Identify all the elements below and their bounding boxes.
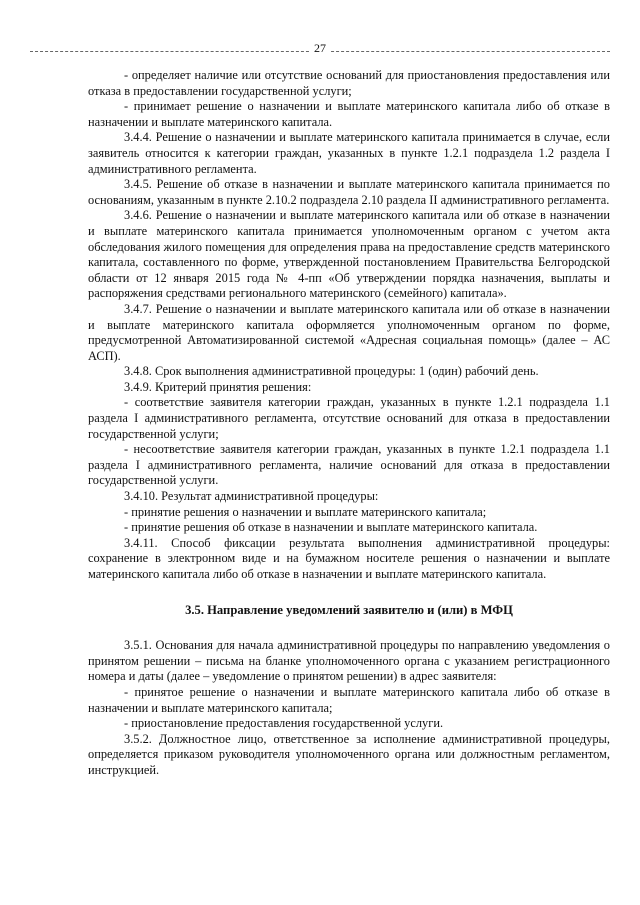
paragraph: 3.4.11. Способ фиксации результата выполнения административной процедуры: сохранение в электронном виде и на бумажном носителе решения о назначении и выплате материнского капитала либо об отказе в назначении и выплате материнского капитала. — [88, 535, 610, 581]
paragraph: 3.4.4. Решение о назначении и выплате материнского капитала принимается в случае, если заявитель относится к категории граждан, указанных в пункте 1.2.1 подраздела 1.2 раздела I административного регламента. — [88, 130, 610, 176]
paragraph: 3.4.6. Решение о назначении и выплате материнского капитала или об отказе в назначении и выплате материнского капитала принимается уполномоченным органом с учетом акта обследования жилого помещения для определения права на предоставление средств материнского капитала, составленного по форме, утвержденной постановлением Правительства Белгородской области от 12 января 2015 года № 4-пп «Об утверждении порядка назначения, выплаты и распоряжения средствами регионального материнского (семейного) капитала». — [88, 208, 610, 301]
paragraph: 3.4.9. Критерий принятия решения: — [124, 379, 312, 394]
paragraph: - соответствие заявителя категории граждан, указанных в пункте 1.2.1 подраздела 1.1 раздела I административного регламента, отсутствие оснований для отказа в предоставлении государственной услуги; — [88, 395, 610, 441]
page-number — [0, 41, 640, 56]
paragraph: 3.4.5. Решение об отказе в назначении и выплате материнского капитала принимается по основаниям, указанным в пункте 2.10.2 подраздела 2.10 раздела II административного регламента. — [88, 177, 610, 207]
paragraph: 3.5.1. Основания для начала административной процедуры по направлению уведомления о принятом решении – письма на бланке уполномоченного органа с указанием регистрационного номера и даты (далее – уведомление о принятом решении) в адрес заявителя: — [88, 638, 610, 684]
paragraph: - приостановление предоставления государственной услуги. — [124, 716, 444, 731]
paragraph: 3.4.8. Срок выполнения административной процедуры: 1 (один) рабочий день. — [124, 364, 539, 379]
section-heading: 3.5. Направление уведомлений заявителю и (или) в МФЦ — [185, 602, 513, 617]
paragraph: - несоответствие заявителя категории граждан, указанных в пункте 1.2.1 подраздела 1.1 раздела I административного регламента, наличие оснований для отказа в предоставлении государственной услуги. — [88, 442, 610, 488]
paragraph: - определяет наличие или отсутствие оснований для приостановления предоставления или отказа в предоставлении государственной услуги; — [88, 68, 610, 98]
paragraph: 3.4.7. Решение о назначении и выплате материнского капитала или об отказе в назначении и выплате материнского капитала оформляется уполномоченным органом по форме, предусмотренной Автоматизированной системой «Адресная социальная помощь» (далее – АС АСП). — [88, 301, 610, 363]
paragraph: - принятое решение о назначении и выплате материнского капитала либо об отказе в назначении и выплате материнского капитала; — [88, 684, 610, 715]
paragraph: 3.4.10. Результат административной процедуры: — [124, 489, 379, 504]
paragraph: - принимает решение о назначении и выплате материнского капитала либо об отказе в назначении и выплате материнского капитала. — [88, 99, 610, 129]
paragraph: - принятие решения о назначении и выплате материнского капитала; — [124, 504, 487, 519]
paragraph: - принятие решения об отказе в назначении и выплате материнского капитала. — [124, 520, 538, 535]
page-number-text: 27 — [310, 41, 330, 55]
document-body — [88, 68, 610, 779]
paragraph: 3.5.2. Должностное лицо, ответственное за исполнение административной процедуры, определяется приказом руководителя уполномоченного органа или должностным регламентом, инструкцией. — [88, 731, 610, 777]
